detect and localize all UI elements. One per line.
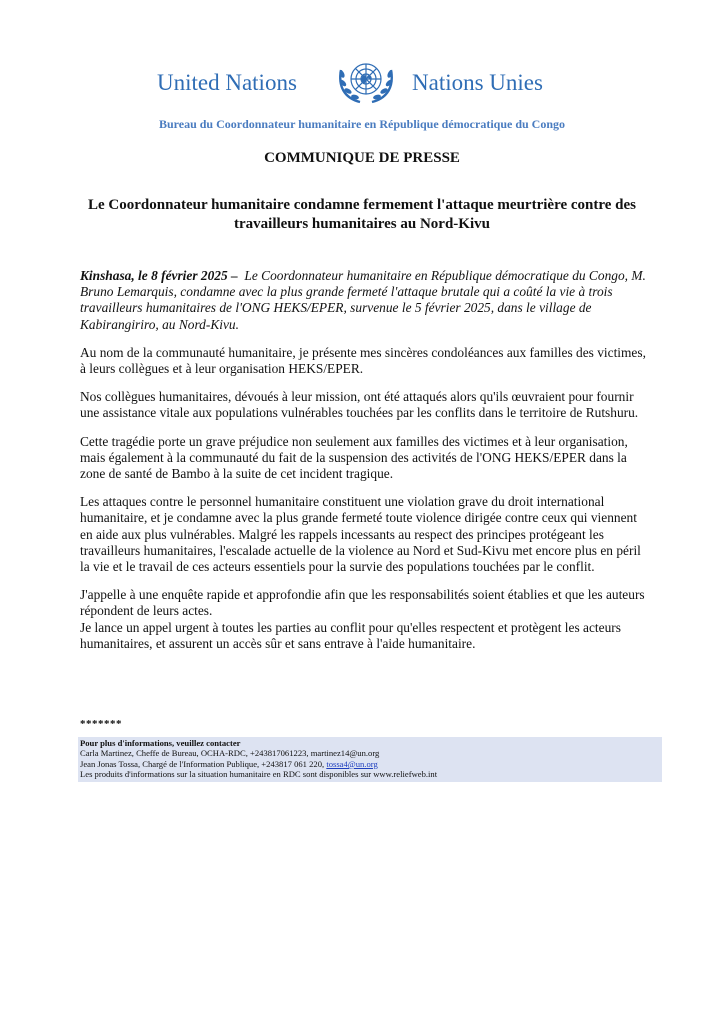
contact-title: Pour plus d'informations, veuillez contacter: [80, 738, 241, 748]
paragraph: Cette tragédie porte un grave préjudice non seulement aux familles des victimes et à leur organisation, mais également à la communauté du fait de la suspension des activités de l'ONG HEKS/EPER dans la zone de santé de Bambo à la suite de cet incident tragique.: [80, 433, 628, 482]
dateline: Kinshasa, le 8 février 2025 –: [80, 268, 238, 283]
contact-text: Jean Jonas Tossa, Chargé de l'Information Publique, +243817 061 220,: [80, 758, 327, 769]
letterhead: [0, 52, 724, 122]
paragraph: Au nom de la communauté humanitaire, je présente mes sincères condoléances aux familles des victimes, à leurs collègues et à leur organisation HEKS/EPER.: [80, 344, 646, 377]
org-name-fr: Nations Unies: [412, 70, 543, 95]
contact-line: Les produits d'informations sur la situation humanitaire en RDC sont disponibles sur www.reliefweb.int: [80, 769, 438, 780]
paragraph: J'appelle à une enquête rapide et approfondie afin que les responsabilités soient établies et que les auteurs répondent de leurs actes.: [80, 587, 645, 619]
paragraph: Les attaques contre le personnel humanitaire constituent une violation grave du droit international humanitaire, et je condamne avec la plus grande fermeté toute violence dirigée contre ceux qui viennent en aide aux plus vulnérables. Malgré les rappels incessants au respect des principes protégeant les travailleurs humanitaires, l'escalade actuelle de la violence au Nord et Sud-Kivu met encore plus en péril la vie et le travail de ces acteurs essentiels pour la survie des populations touchées par le conflit.: [80, 494, 641, 575]
contact-box: [78, 737, 662, 782]
separator: *******: [80, 718, 122, 730]
email-link[interactable]: tossa4@un.org: [326, 758, 378, 769]
bureau-title: Bureau du Coordonnateur humanitaire en République démocratique du Congo: [158, 117, 566, 131]
contact-line: Carla Martinez, Cheffe de Bureau, OCHA-RDC, +243817061223, martinez14@un.org: [80, 748, 380, 759]
org-name-en: United Nations: [157, 70, 297, 95]
intro-text: Le Coordonnateur humanitaire en République démocratique du Congo, M. Bruno Lemarquis, condamne avec la plus grande fermeté l'attaque brutale qui a coûté la vie à trois travailleurs humanitaires de l'ONG HEKS/EPER, survenue le 5 février 2025, dans le village de Kabirangiriro, au Nord-Kivu.: [80, 268, 646, 332]
headline: Le Coordonnateur humanitaire condamne fermement l'attaque meurtrière contre des travailleurs humanitaires au Nord-Kivu: [88, 197, 636, 232]
paragraph: Nos collègues humanitaires, dévoués à leur mission, ont été attaqués alors qu'ils œuvraient pour fournir une assistance vitale aux populations vulnérables touchées par les conflits dans le territoire de Rutshuru.: [80, 389, 639, 421]
un-emblem-icon: [330, 52, 402, 112]
intro-paragraph: [80, 268, 646, 333]
contact-line: [80, 759, 660, 769]
paragraph: Je lance un appel urgent à toutes les parties au conflit pour qu'elles respectent et protègent les acteurs humanitaires, et assurent un accès sûr et sans entrave à l'aide humanitaire.: [80, 619, 621, 651]
press-release-label: COMMUNIQUE DE PRESSE: [264, 150, 460, 166]
body-text: [80, 268, 646, 664]
